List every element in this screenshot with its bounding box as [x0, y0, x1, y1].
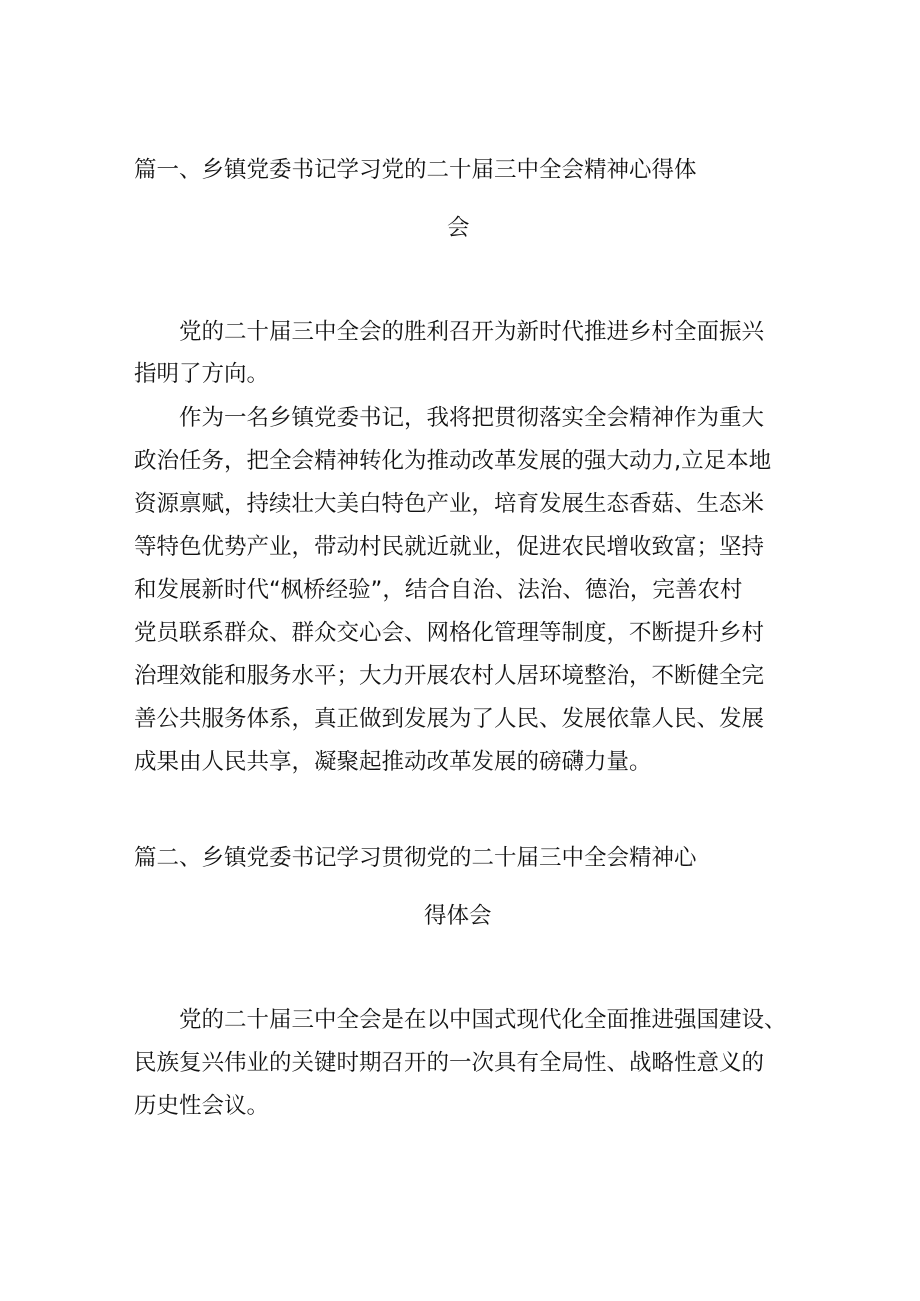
section2-title-line2: 得体会: [424, 903, 492, 929]
section1-paragraph2-line6: 党员联系群众、群众交心会、网格化管理等制度，不断提升乡村: [134, 620, 765, 646]
section1-paragraph1-line2: 指明了方向。: [134, 361, 270, 387]
section1-title-line2: 会: [447, 215, 470, 241]
section2-paragraph1-line1: 党的二十届三中全会是在以中国式现代化全面推进强国建设、: [134, 1007, 787, 1033]
section1-paragraph2-line9: 成果由人民共享，凝聚起推动改革发展的磅礴力量。: [134, 749, 652, 775]
section1-paragraph2-line2: 政治任务，把全会精神转化为推动改革发展的强大动力,立足本地: [134, 448, 772, 474]
section1-paragraph2-line7: 治理效能和服务水平；大力开展农村人居环境整治，不断健全完: [134, 663, 765, 689]
section2-paragraph1-line3: 历史性会议。: [134, 1093, 270, 1119]
section2-paragraph1-line2: 民族复兴伟业的关键时期召开的一次具有全局性、战略性意义的: [134, 1050, 765, 1076]
section1-paragraph2-line1: 作为一名乡镇党委书记，我将把贯彻落实全会精神作为重大: [134, 405, 765, 431]
section1-paragraph2-line5: 和发展新时代“枫桥经验”，结合自治、法治、德治，完善农村: [134, 577, 743, 603]
section1-paragraph2-line3: 资源禀赋，持续壮大美白特色产业，培育发展生态香菇、生态米: [134, 491, 765, 517]
section1-paragraph1-line1: 党的二十届三中全会的胜利召开为新时代推进乡村全面振兴: [134, 319, 765, 345]
section1-title-line1: 篇一、乡镇党委书记学习党的二十届三中全会精神心得体: [134, 157, 697, 183]
section1-paragraph2-line8: 善公共服务体系，真正做到发展为了人民、发展依靠人民、发展: [134, 706, 765, 732]
section2-title-line1: 篇二、乡镇党委书记学习贯彻党的二十届三中全会精神心: [134, 845, 697, 871]
section1-paragraph2-line4: 等特色优势产业，带动村民就近就业，促进农民增收致富；坚持: [134, 534, 765, 560]
